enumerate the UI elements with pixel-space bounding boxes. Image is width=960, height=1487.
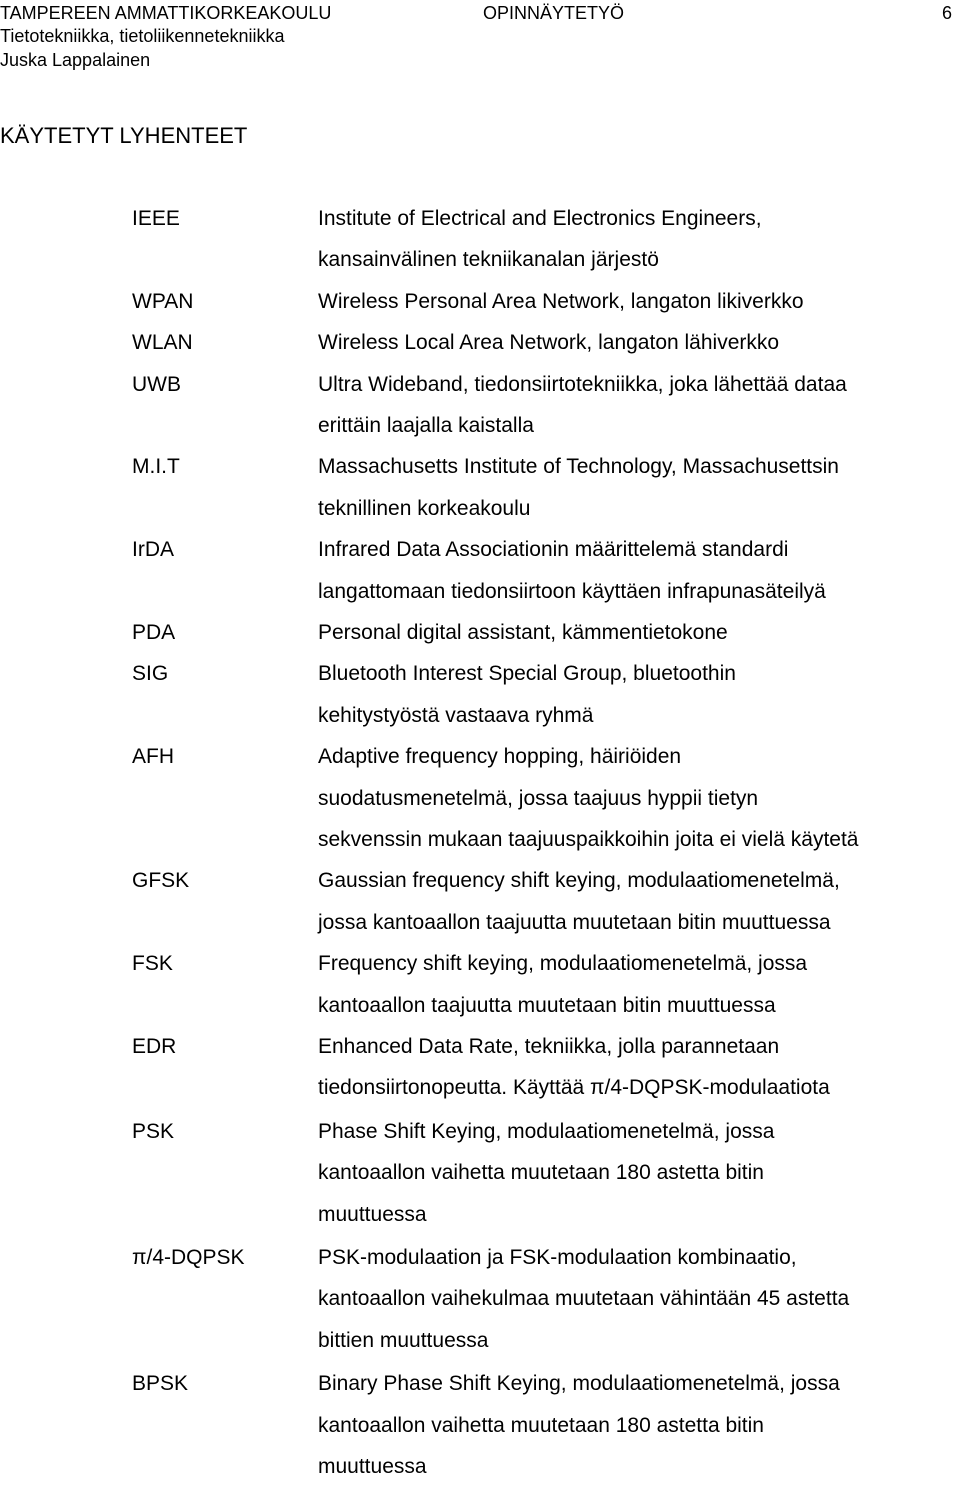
definition-line: Binary Phase Shift Keying, modulaatiomenetelmä, jossa [318,1372,840,1396]
definition-line: Adaptive frequency hopping, häiriöiden [318,745,682,769]
definition-line: Ultra Wideband, tiedonsiirtotekniikka, joka lähettää dataa [318,372,847,396]
abbreviation-definition [318,364,948,447]
definition-line: kantoaallon vaihetta muutetaan 180 astetta bitin [318,1161,764,1185]
abbreviation-term: IEEE [132,207,180,230]
definition-line: kantoaallon vaihekulmaa muutetaan vähintään 45 astetta [318,1287,850,1311]
definition-line: kansainvälinen tekniikanalan järjestö [318,248,659,272]
abbreviation-term: π/4-DQPSK [132,1246,245,1269]
definition-line: bittien muuttuessa [318,1328,489,1352]
abbreviation-definition [318,653,948,736]
abbreviation-term: PDA [132,621,176,644]
abbreviation-term: UWB [132,372,181,396]
abbreviation-term: SIG [132,662,169,686]
abbreviation-term: FSK [132,952,173,976]
definition-line: Personal digital assistant, kämmentietokone [318,621,728,644]
definition-line: muuttuessa [318,1455,427,1478]
definition-line: Gaussian frequency shift keying, modulaatiomenetelmä, [318,869,840,893]
header-program: Tietotekniikka, tietoliikennetekniikka [0,26,285,46]
definition-line: Frequency shift keying, modulaatiomenetelmä, jossa [318,952,808,976]
definition-line: Wireless Personal Area Network, langaton likiverkko [318,289,804,313]
abbreviation-definition [318,322,948,363]
abbreviation-term: WLAN [132,331,193,355]
definition-line: sekvenssin mukaan taajuuspaikkoihin joita ei vielä käytetä [318,828,859,851]
definition-line: jossa kantoaallon taajuutta muutetaan bitin muuttuessa [318,910,831,934]
definition-line: suodatusmenetelmä, jossa taajuus hyppii tietyn [318,786,759,810]
abbreviation-term: BPSK [132,1372,189,1396]
definition-line: PSK-modulaation ja FSK-modulaation kombinaatio, [318,1246,797,1269]
header-author: Juska Lappalainen [0,50,151,70]
definition-line: kantoaallon vaihetta muutetaan 180 astetta bitin [318,1413,764,1437]
definition-line: erittäin laajalla kaistalla [318,414,534,437]
abbreviation-term: PSK [132,1119,175,1143]
abbreviation-term: EDR [132,1035,177,1058]
definition-line: Enhanced Data Rate, tekniikka, jolla parannetaan [318,1035,780,1058]
definition-line: tiedonsiirtonopeutta. Käyttää π/4-DQPSK-modulaatiota [318,1076,830,1100]
header-school: TAMPEREEN AMMATTIKORKEAKOULU [0,3,332,23]
abbreviation-definition [318,1026,948,1109]
header-doc-type: OPINNÄYTETYÖ [483,3,625,23]
definition-line: Infrared Data Associationin määrittelemä standardi [318,538,789,562]
definition-line: Bluetooth Interest Special Group, bluetoothin [318,662,736,686]
abbreviation-term: WPAN [132,289,194,313]
abbreviation-definition [318,1363,948,1487]
header-page-number: 6 [941,3,952,23]
page-title: KÄYTETYT LYHENTEET [0,123,248,148]
abbreviation-definition [318,529,948,612]
definition-line: muuttuessa [318,1202,427,1226]
abbreviation-definition [318,1111,948,1235]
definition-line: kehitystyöstä vastaava ryhmä [318,703,594,727]
definition-line: Institute of Electrical and Electronics Engineers, [318,207,762,230]
abbreviation-term: AFH [132,745,174,769]
abbreviation-definition [318,736,948,860]
abbreviation-term: IrDA [132,538,174,562]
abbreviation-definition [318,860,948,943]
abbreviation-definition [318,943,948,1026]
abbreviation-definition [318,198,948,281]
abbreviation-definition [318,1237,948,1361]
abbreviation-term: GFSK [132,869,190,893]
abbreviation-term: M.I.T [132,455,180,479]
definition-line: teknillinen korkeakoulu [318,496,531,520]
definition-line: Phase Shift Keying, modulaatiomenetelmä, jossa [318,1119,775,1143]
definition-line: Wireless Local Area Network, langaton lähiverkko [318,331,780,355]
definition-line: langattomaan tiedonsiirtoon käyttäen infrapunasäteilyä [318,579,826,603]
abbreviation-definition [318,612,948,653]
abbreviation-definition [318,281,948,322]
definition-line: kantoaallon taajuutta muutetaan bitin muuttuessa [318,993,776,1017]
abbreviation-definition [318,446,948,529]
definition-line: Massachusetts Institute of Technology, Massachusettsin [318,455,839,479]
